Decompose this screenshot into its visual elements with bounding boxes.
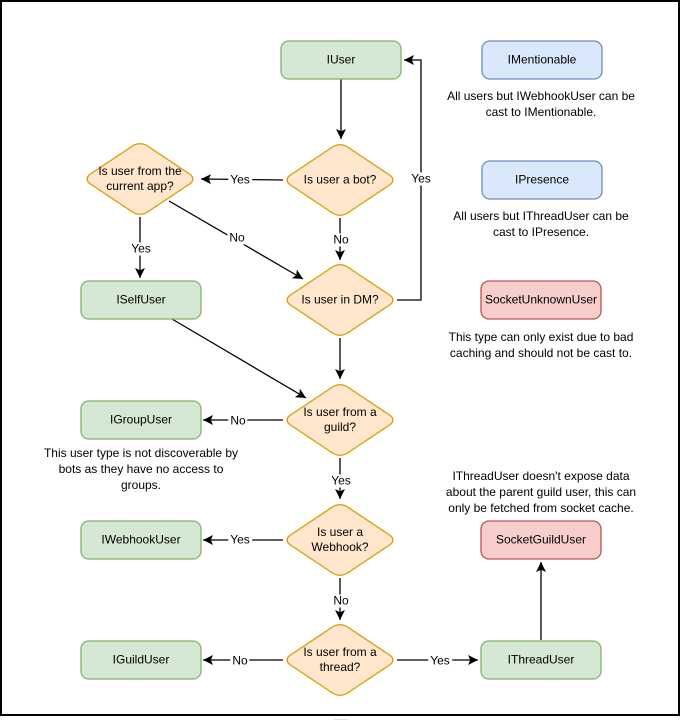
edge-label-thread-no: No <box>232 653 248 668</box>
text-line: Webhook? <box>311 540 369 554</box>
page-divider-mark <box>334 719 348 720</box>
text-line: Is user from a <box>303 645 377 659</box>
text-line: guild? <box>323 420 357 434</box>
connector-iselfuser-to-guild <box>172 319 306 398</box>
text-line: cast to IPresence. <box>492 225 590 239</box>
text-line: This type can only exist due to bad <box>448 330 634 344</box>
edge-label-bot-no: No <box>333 232 349 247</box>
note-mentionable <box>447 88 635 120</box>
node-ipresence-label: IPresence <box>514 172 570 187</box>
node-iselfuser-label: ISelfUser <box>116 292 166 307</box>
node-igroupuser-label: IGroupUser <box>109 412 173 427</box>
text-line: about the parent guild user, this can <box>445 485 637 499</box>
text-line: thread? <box>319 660 361 674</box>
edge-label-thread-yes: Yes <box>430 653 450 668</box>
node-ithreaduser-label: IThreadUser <box>507 652 575 667</box>
text-line: only be fetched from socket cache. <box>448 501 634 515</box>
text-line: Is user a bot? <box>303 172 377 187</box>
node-iwebhookuser-label: IWebhookUser <box>101 532 181 547</box>
node-iuser-label: IUser <box>326 52 356 67</box>
text-line: Is user a <box>316 525 364 539</box>
text-line: bots as they have no access to <box>58 462 224 476</box>
note-unknown-user <box>449 329 634 361</box>
text-line: Is user from a <box>303 405 377 419</box>
node-iguilduser-label: IGuildUser <box>112 652 170 667</box>
edge-label-dm-yes: Yes <box>411 171 431 186</box>
node-imentionable-label: IMentionable <box>507 52 577 67</box>
decision-current-app-label <box>98 164 181 194</box>
edge-label-current-app-yes: Yes <box>131 241 151 256</box>
decision-thread-label <box>303 645 376 675</box>
text-line: current app? <box>106 179 174 193</box>
edge-label-guild-no: No <box>230 413 246 428</box>
node-socketguilduser-label: SocketGuildUser <box>495 532 587 547</box>
text-line: Is user from the <box>98 164 182 178</box>
text-line: caching and should not be cast to. <box>449 346 633 360</box>
decision-dm-label <box>301 293 378 308</box>
edge-label-guild-yes: Yes <box>331 473 351 488</box>
node-socketunknownuser-label: SocketUnknownUser <box>484 292 598 307</box>
decision-guild-label <box>303 405 376 435</box>
note-group-user <box>44 445 238 493</box>
note-presence <box>453 208 628 240</box>
edge-label-webhook-yes: Yes <box>230 532 250 547</box>
edge-label-webhook-no: No <box>333 593 349 608</box>
edge-label-bot-yes: Yes <box>230 172 250 187</box>
text-line: IThreadUser doesn't expose data <box>452 469 630 483</box>
text-line: groups. <box>120 478 162 492</box>
text-line: All users but IWebhookUser can be <box>447 89 635 103</box>
note-thread-user <box>446 468 636 516</box>
decision-webhook-label <box>311 525 368 555</box>
text-line: cast to IMentionable. <box>485 105 597 119</box>
text-line: All users but IThreadUser can be <box>453 209 629 223</box>
text-line: Is user in DM? <box>301 292 379 307</box>
edge-label-current-app-no: No <box>229 230 245 245</box>
decision-bot-label <box>304 173 377 188</box>
text-line: This user type is not discoverable by <box>43 446 239 460</box>
